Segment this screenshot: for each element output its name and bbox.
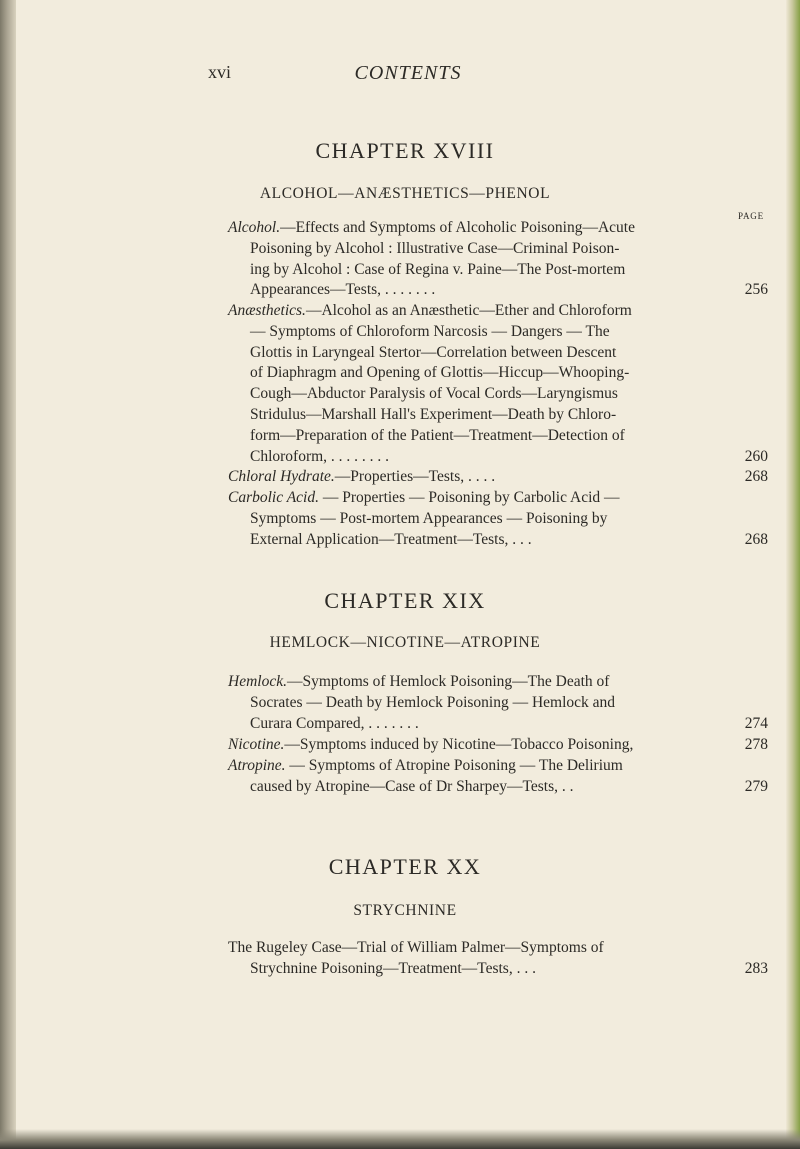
entry-text: Stridulus—Marshall Hall's Experiment—Death by Chloro- — [250, 405, 617, 423]
entry-page-number: 260 — [744, 447, 768, 465]
entry-text: Curara Compared, . . . . . . . — [250, 714, 419, 732]
contents-entry — [228, 467, 768, 488]
page-column-label: PAGE — [738, 211, 764, 221]
entry-text: — Symptoms of Atropine Poisoning — The Delirium — [285, 757, 623, 774]
entry-page-number: 268 — [744, 530, 768, 548]
chapter-heading: CHAPTER XIX — [324, 588, 486, 613]
chapter-heading: CHAPTER XVIII — [315, 138, 495, 163]
entry-heading: Chloral Hydrate. — [228, 468, 335, 485]
entry-text: of Diaphragm and Opening of Glottis—Hiccup—Whooping- — [250, 364, 630, 382]
entry-page-number: 274 — [744, 714, 768, 732]
chapter-subheading: HEMLOCK—NICOTINE—ATROPINE — [269, 634, 541, 651]
contents-entry — [228, 218, 768, 301]
entry-page-number: 268 — [744, 468, 768, 485]
entry-text: The Rugeley Case—Trial of William Palmer—Symptoms of — [228, 939, 604, 956]
contents-entry — [228, 488, 768, 550]
running-title: CONTENTS — [354, 62, 462, 84]
entry-page-number: 283 — [744, 959, 768, 977]
page-edge-left — [0, 0, 16, 1149]
entry-text: Appearances—Tests, . . . . . . . — [250, 281, 436, 299]
chapter-heading: CHAPTER XX — [328, 854, 482, 879]
entry-text: Cough—Abductor Paralysis of Vocal Cords—Laryngismus — [250, 385, 618, 403]
entry-page-number: 256 — [744, 281, 768, 299]
entry-text: —Alcohol as an Anæsthetic—Ether and Chloroform — [305, 302, 632, 319]
entry-text: —Symptoms of Hemlock Poisoning—The Death of — [286, 673, 610, 690]
entry-text: form—Preparation of the Patient—Treatment—Detection of — [250, 426, 625, 444]
entry-text: —Symptoms induced by Nicotine—Tobacco Poisoning, — [284, 736, 634, 753]
entry-text: ing by Alcohol : Case of Regina v. Paine—The Post-mortem — [250, 260, 626, 278]
entry-text: Strychnine Poisoning—Treatment—Tests, . . . — [250, 959, 536, 977]
entry-heading: Hemlock. — [228, 673, 287, 690]
page-edge-right — [786, 0, 800, 1149]
contents-entry — [228, 672, 768, 734]
contents-entry — [228, 301, 768, 467]
entry-heading: Alcohol. — [228, 219, 281, 236]
contents-entry — [228, 756, 768, 798]
entry-heading: Atropine. — [228, 757, 286, 774]
entry-text: Glottis in Laryngeal Stertor—Correlation between Descent — [250, 343, 617, 361]
contents-entry — [228, 938, 768, 980]
chapter-subheading: STRYCHNINE — [353, 902, 457, 919]
entry-text: — Properties — Poisoning by Carbolic Acid — — [319, 489, 620, 506]
entry-text: Symptoms — Post-mortem Appearances — Poisoning by — [250, 509, 608, 527]
entry-page-number: 278 — [744, 736, 768, 753]
entry-text: —Effects and Symptoms of Alcoholic Poisoning—Acute — [280, 219, 635, 236]
chapter-subheading: ALCOHOL—ANÆSTHETICS—PHENOL — [259, 185, 551, 202]
entry-text: External Application—Treatment—Tests, . . . — [250, 530, 532, 548]
entry-page-number: 279 — [744, 777, 768, 795]
entry-text: Chloroform, . . . . . . . . — [250, 447, 390, 465]
page-edge-bottom — [0, 1129, 800, 1149]
contents-entry — [228, 735, 768, 756]
entry-text: Socrates — Death by Hemlock Poisoning — Hemlock and — [250, 693, 616, 711]
page-number: xvi — [208, 62, 232, 82]
entry-text: — Symptoms of Chloroform Narcosis — Dangers — The — [250, 322, 610, 340]
running-head — [208, 62, 608, 88]
entry-heading: Anæsthetics. — [228, 302, 306, 319]
entry-heading: Nicotine. — [228, 736, 285, 753]
entry-text: caused by Atropine—Case of Dr Sharpey—Tests, . . — [250, 777, 574, 795]
entry-text: Poisoning by Alcohol : Illustrative Case—Criminal Poison- — [250, 239, 620, 257]
entry-heading: Carbolic Acid. — [228, 489, 319, 506]
entry-text: —Properties—Tests, . . . . — [334, 468, 496, 485]
